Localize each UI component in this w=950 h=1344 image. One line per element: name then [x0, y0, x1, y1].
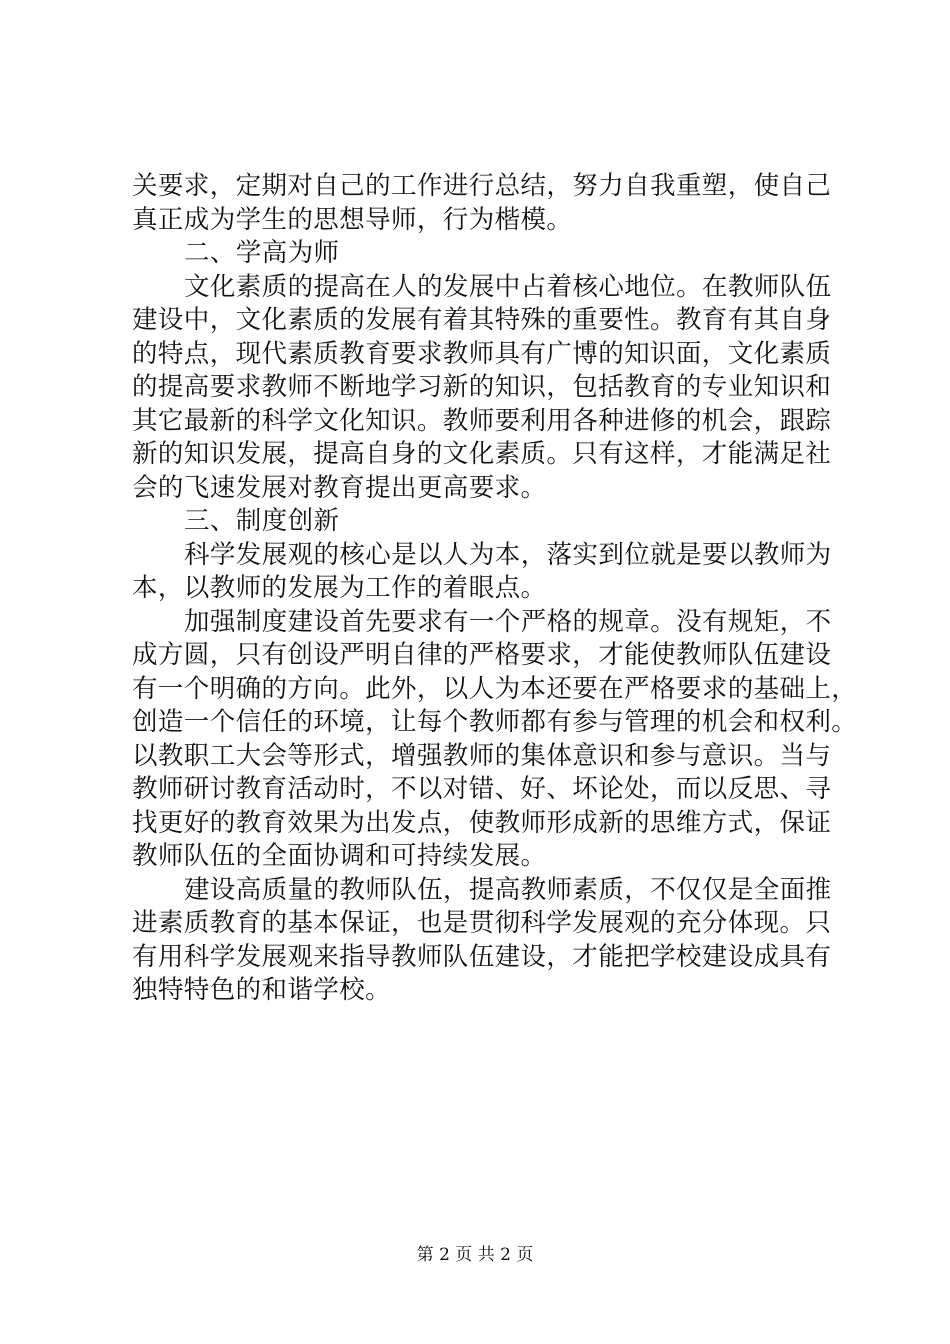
text-line: 教师研讨教育活动时，不以对错、好、坏论处，而以反思、寻 [132, 774, 832, 804]
document-body [132, 170, 858, 1008]
text-line: 有用科学发展观来指导教师队伍建设，才能把学校建设成具有 [132, 941, 832, 972]
text-line: 有一个明确的方向。此外，以人为本还要在严格要求的基础上， [132, 673, 858, 704]
text-line: 二、学高为师 [184, 238, 340, 268]
text-line: 的提高要求教师不断地学习新的知识，包括教育的专业知识和 [132, 372, 832, 402]
text-line: 教师队伍的全面协调和可持续发展。 [132, 841, 547, 871]
text-line: 的特点，现代素质教育要求教师具有广博的知识面，文化素质 [132, 338, 832, 369]
text-line: 独特特色的和谐学校。 [132, 975, 392, 1005]
text-line: 成方圆，只有创设严明自律的严格要求，才能使教师队伍建设 [132, 640, 832, 670]
text-line: 会的飞速发展对教育提出更高要求。 [132, 472, 547, 503]
text-line: 三、制度创新 [184, 506, 340, 536]
text-line: 科学发展观的核心是以人为本，落实到位就是要以教师为 [184, 539, 832, 570]
text-line: 新的知识发展，提高自身的文化素质。只有这样，才能满足社 [132, 439, 832, 469]
page-footer: 第 2 页 共 2 页 [416, 1245, 534, 1265]
text-line: 以教职工大会等形式，增强教师的集体意识和参与意识。当与 [132, 740, 832, 771]
text-line: 其它最新的科学文化知识。教师要利用各种进修的机会，跟踪 [132, 405, 832, 436]
text-line: 本，以教师的发展为工作的着眼点。 [132, 573, 547, 603]
text-line: 加强制度建设首先要求有一个严格的规章。没有规矩，不 [184, 606, 832, 637]
text-line: 文化素质的提高在人的发展中占着核心地位。在教师队伍 [184, 271, 832, 302]
text-line: 进素质教育的基本保证，也是贯彻科学发展观的充分体现。只 [132, 908, 832, 938]
text-line: 建设中，文化素质的发展有着其特殊的重要性。教育有其自身 [132, 305, 832, 335]
text-line: 找更好的教育效果为出发点，使教师形成新的思维方式，保证 [132, 807, 832, 838]
text-line: 关要求，定期对自己的工作进行总结，努力自我重塑，使自己 [132, 171, 832, 201]
text-line: 创造一个信任的环境，让每个教师都有参与管理的机会和权利。 [132, 707, 858, 737]
text-line: 真正成为学生的思想导师，行为楷模。 [132, 204, 573, 235]
text-line: 建设高质量的教师队伍，提高教师素质，不仅仅是全面推 [184, 874, 832, 905]
